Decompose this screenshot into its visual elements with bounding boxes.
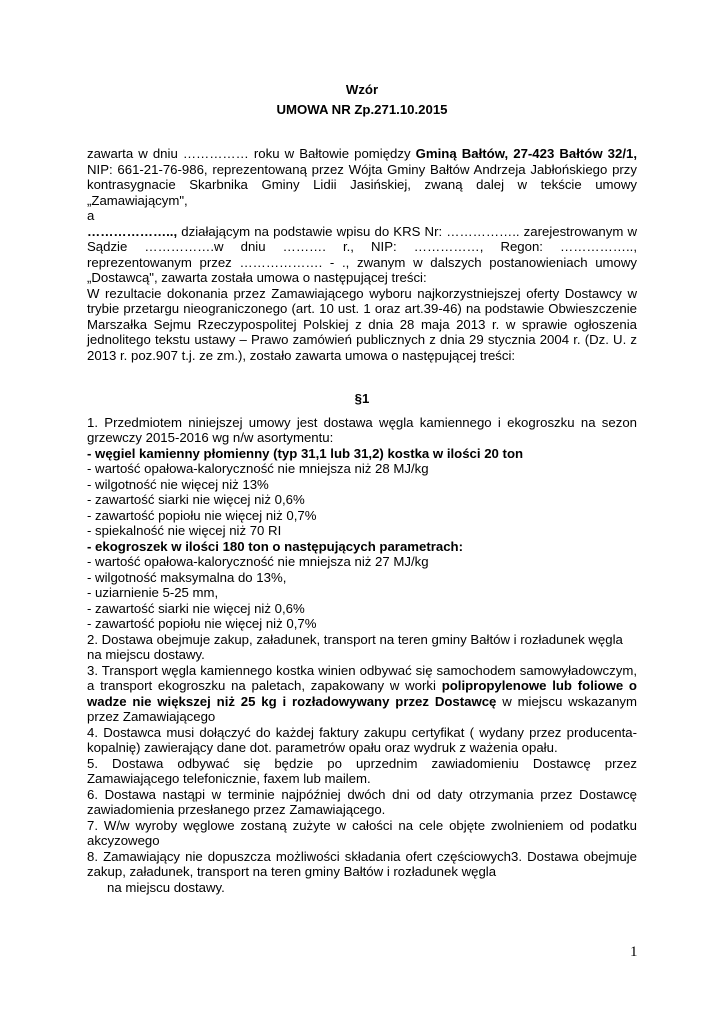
eco-spec: - uziarnienie 5-25 mm, <box>87 585 219 600</box>
coal-heading: - węgiel kamienny płomienny (typ 31,1 lub 31,2) kostka w ilości 20 ton <box>87 445 524 461</box>
document-title: Wzór <box>345 82 379 97</box>
coal-spec: - wartość opałowa-kaloryczność nie mniejsza niż 28 MJ/kg <box>87 461 429 476</box>
contract-intro <box>87 146 637 363</box>
parties-paragraph-1 <box>87 146 637 208</box>
contract-number: UMOWA NR Zp.271.10.2015 <box>276 102 448 117</box>
item-8: 8. Zamawiający nie dopuszcza możliwości składania ofert częściowych3. Dostawa obejmuje zakup, załadunek, transport na teren gminy Bałtów i rozładunek węgla <box>87 848 637 879</box>
eco-spec: - wilgotność maksymalna do 13%, <box>87 569 287 585</box>
legal-basis-paragraph: W rezultacie dokonania przez Zamawiającego wyboru najkorzystniejszej oferty Dostawcy w trybie przetargu nieograniczonego (art. 10 ust. 1 oraz art.39-46) na podstawie Obwieszczenie Marszałka Sejmu Rzeczypospolitej Polskiej z dnia 28 maja 2013 r. w sprawie ogłoszenia jednolitego tekstu ustawy – Prawo zamówień publicznych z dnia 29 stycznia 2004 r. (Dz. U. z 2013 r. poz.907 t.j. ze zm.), zostało zawarta umowa o następującej treści: <box>87 285 637 363</box>
eco-spec: - zawartość siarki nie więcej niż 0,6% <box>87 600 305 616</box>
section-1 <box>87 391 637 895</box>
parties-paragraph-2 <box>87 224 637 286</box>
conjunction-a: a <box>87 208 95 223</box>
item-3-text: 3. Transport węgla kamiennego kostka winien odbywać się samochodem samowyładowczym, a transport ekogroszku na paletach, zapakowany w worki <box>87 662 637 693</box>
item-5: 5. Dostawa odbywać się będzie po uprzednim zawiadomieniu Dostawcę przez Zamawiającego telefonicznie, faxem lub mailem. <box>87 755 637 786</box>
item-4: 4. Dostawca musi dołączyć do każdej faktury zakupu certyfikat ( wydany przez producenta-kopalnię) zawierający dane dot. parametrów opału oraz wydruk z ważenia opału. <box>87 724 637 755</box>
eco-heading: - ekogroszek w ilości 180 ton o następujących parametrach: <box>87 538 463 554</box>
contractor-placeholder: ……………….., <box>87 223 178 239</box>
page-number: 1 <box>630 944 638 960</box>
item-8-continuation: na miejscu dostawy. <box>107 879 225 895</box>
intro-text-cont: NIP: 661-21-76-986, reprezentowaną przez Wójta Gminy Bałtów Andrzeja Jabłońskiego przy kontrasygnacie Skarbnika Gminy Lidii Jasińskiej, zwaną dalej w tekście umowy „Zamawiającym", <box>87 161 637 208</box>
contractor-text: działającym na podstawie wpisu do KRS Nr: …………….. zarejestrowanym w Sądzie …………….w dniu ………. r., NIP: ……………, Regon: …………….., reprezentowanym przez ………………. - ., zwanym w dalszych postanowieniach umowy „Dostawcą", zawarta została umowa o następującej treści: <box>87 223 637 285</box>
coal-spec: - spiekalność nie więcej niż 70 RI <box>87 523 282 538</box>
intro-text: zawarta w dniu …………… roku w Bałtowie pomiędzy <box>87 146 416 161</box>
section-heading: §1 <box>354 391 370 406</box>
item-6: 6. Dostawa nastąpi w terminie najpóźniej dwóch dni od daty otrzymania przez Dostawcę zawiadomienia przesłanego przez Zamawiającego. <box>87 786 637 817</box>
item-7: 7. W/w wyroby węglowe zostaną zużyte w całości na cele objęte zwolnieniem od podatku akcyzowego <box>87 817 637 848</box>
municipality-name: Gminą Bałtów, 27-423 Bałtów 32/1, <box>415 146 637 161</box>
coal-spec: - zawartość popiołu nie więcej niż 0,7% <box>87 507 317 523</box>
item-1: 1. Przedmiotem niniejszej umowy jest dostawa węgla kamiennego i ekogroszku na sezon grzewczy 2015-2016 wg n/w asortymentu: <box>87 414 637 445</box>
item-3-bold: polipropylenowe lub foliowe o wadze nie większej niż 25 kg i rozładowywany przez Dostawcę <box>87 678 637 709</box>
item-3 <box>87 663 637 725</box>
item-2: 2. Dostawa obejmuje zakup, załadunek, transport na teren gminy Bałtów i rozładunek węgla na miejscu dostawy. <box>87 631 623 662</box>
eco-spec: - zawartość popiołu nie więcej niż 0,7% <box>87 616 317 631</box>
eco-spec: - wartość opałowa-kaloryczność nie mniejsza niż 27 MJ/kg <box>87 554 429 569</box>
coal-spec: - zawartość siarki nie więcej niż 0,6% <box>87 492 305 507</box>
coal-spec: - wilgotność nie więcej niż 13% <box>87 476 269 492</box>
item-3-text-cont: w miejscu wskazanym przez Zamawiającego <box>87 693 637 724</box>
